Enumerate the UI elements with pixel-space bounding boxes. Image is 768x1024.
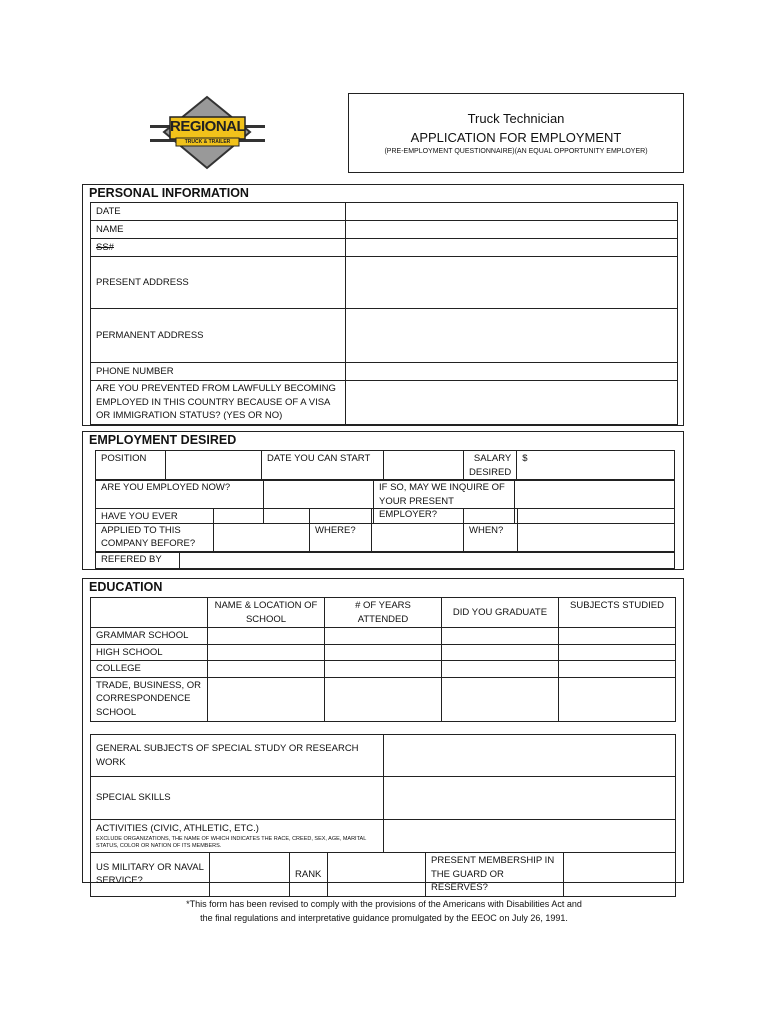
row-trade: TRADE, BUSINESS, OR CORRESPONDENCE SCHOOL bbox=[91, 677, 208, 721]
name-field[interactable] bbox=[346, 221, 678, 239]
education-table bbox=[90, 597, 676, 722]
label-when: WHEN? bbox=[464, 509, 518, 553]
form-subtitle: APPLICATION FOR EMPLOYMENT bbox=[410, 130, 622, 145]
personal-section bbox=[82, 184, 684, 426]
date-field[interactable] bbox=[346, 203, 678, 221]
label-name: NAME bbox=[91, 221, 346, 239]
label-visa-question: ARE YOU PREVENTED FROM LAWFULLY BECOMING EMPLOYED IN THIS COUNTRY BECAUSE OF A VISA OR IMMIGRATION STATUS? (YES OR NO) bbox=[91, 381, 346, 425]
personal-title: PERSONAL INFORMATION bbox=[89, 186, 249, 200]
form-title: Truck Technician bbox=[467, 111, 565, 126]
where-field[interactable] bbox=[372, 509, 464, 553]
row-college: COLLEGE bbox=[91, 661, 208, 678]
header-school: NAME & LOCATION OF SCHOOL bbox=[208, 598, 325, 628]
logo-bottom-text: TRUCK & TRAILER bbox=[184, 139, 231, 145]
header-subjects: SUBJECTS STUDIED bbox=[559, 598, 676, 628]
when-field[interactable] bbox=[518, 509, 675, 553]
row-high-school: HIGH SCHOOL bbox=[91, 644, 208, 661]
start-date-field[interactable] bbox=[384, 451, 464, 481]
employment-section bbox=[82, 431, 684, 570]
label-date: DATE bbox=[91, 203, 346, 221]
label-military: US MILITARY OR NAVAL SERVICE? bbox=[91, 853, 210, 897]
employment-title: EMPLOYMENT DESIRED bbox=[89, 433, 237, 447]
header-graduate: DID YOU GRADUATE bbox=[442, 598, 559, 628]
education-extra-table bbox=[90, 734, 676, 853]
header-box bbox=[348, 93, 684, 173]
present-address-field[interactable] bbox=[346, 257, 678, 309]
education-section bbox=[82, 578, 684, 893]
visa-field[interactable] bbox=[346, 381, 678, 425]
label-applied-before: HAVE YOU EVER APPLIED TO THIS COMPANY BEFORE? bbox=[96, 509, 214, 553]
label-employed-now: ARE YOU EMPLOYED NOW? bbox=[96, 480, 264, 524]
label-referred: REFERED BY bbox=[96, 552, 180, 569]
footer-line1: *This form has been revised to comply with the provisions of the Americans with Disabilities Act and bbox=[186, 899, 582, 909]
education-title: EDUCATION bbox=[89, 580, 163, 594]
company-logo bbox=[150, 95, 265, 170]
label-activities: ACTIVITIES (CIVIC, ATHLETIC, ETC.) EXCLUDE ORGANIZATIONS, THE NAME OF WHICH INDICATES THE RACE, CREED, SEX, AGE, MARITAL STATUS, COLOR OR NATION OF ITS MEMBERS. bbox=[91, 820, 384, 853]
label-phone: PHONE NUMBER bbox=[91, 363, 346, 381]
ss-field[interactable] bbox=[346, 239, 678, 257]
row-grammar: GRAMMAR SCHOOL bbox=[91, 628, 208, 645]
label-position: POSITION bbox=[96, 451, 166, 481]
label-inquire: IF SO, MAY WE INQUIRE OF YOUR PRESENT EMPLOYER? bbox=[374, 480, 515, 524]
general-subjects-field[interactable] bbox=[384, 735, 676, 777]
special-skills-field[interactable] bbox=[384, 777, 676, 820]
position-field[interactable] bbox=[166, 451, 262, 481]
permanent-address-field[interactable] bbox=[346, 309, 678, 363]
employment-row1 bbox=[95, 450, 675, 481]
military-field[interactable] bbox=[210, 853, 290, 897]
footer-line2: the final regulations and interpretative guidance promulgated by the EEOC on July 26, 1991. bbox=[200, 913, 568, 923]
employment-row4 bbox=[95, 551, 675, 569]
form-note: (PRE-EMPLOYMENT QUESTIONNAIRE)(AN EQUAL OPPORTUNITY EMPLOYER) bbox=[384, 148, 648, 155]
label-general-subjects: GENERAL SUBJECTS OF SPECIAL STUDY OR RESEARCH WORK bbox=[91, 735, 384, 777]
label-special-skills: SPECIAL SKILLS bbox=[91, 777, 384, 820]
military-table bbox=[90, 852, 676, 897]
label-permanent-address: PERMANENT ADDRESS bbox=[91, 309, 346, 363]
label-guard: PRESENT MEMBERSHIP IN THE GUARD OR RESERVES? bbox=[426, 853, 564, 897]
label-where: WHERE? bbox=[310, 509, 372, 553]
referred-field[interactable] bbox=[180, 552, 675, 569]
employment-row3 bbox=[95, 508, 675, 553]
phone-field[interactable] bbox=[346, 363, 678, 381]
applied-before-field[interactable] bbox=[214, 509, 310, 553]
label-rank: RANK bbox=[290, 853, 328, 897]
rank-field[interactable] bbox=[328, 853, 426, 897]
activities-note: EXCLUDE ORGANIZATIONS, THE NAME OF WHICH INDICATES THE RACE, CREED, SEX, AGE, MARITAL STATUS, COLOR OR NATION OF ITS MEMBERS. bbox=[96, 835, 367, 849]
salary-field[interactable]: $ bbox=[517, 451, 675, 481]
label-salary: SALARY DESIRED bbox=[464, 451, 517, 481]
header-years: # OF YEARS ATTENDED bbox=[325, 598, 442, 628]
label-start-date: DATE YOU CAN START bbox=[262, 451, 384, 481]
label-present-address: PRESENT ADDRESS bbox=[91, 257, 346, 309]
personal-table bbox=[90, 202, 678, 425]
activities-field[interactable] bbox=[384, 820, 676, 853]
guard-field[interactable] bbox=[564, 853, 676, 897]
label-ss: SS# bbox=[91, 239, 346, 257]
logo-top-text: REGIONAL bbox=[170, 118, 246, 135]
